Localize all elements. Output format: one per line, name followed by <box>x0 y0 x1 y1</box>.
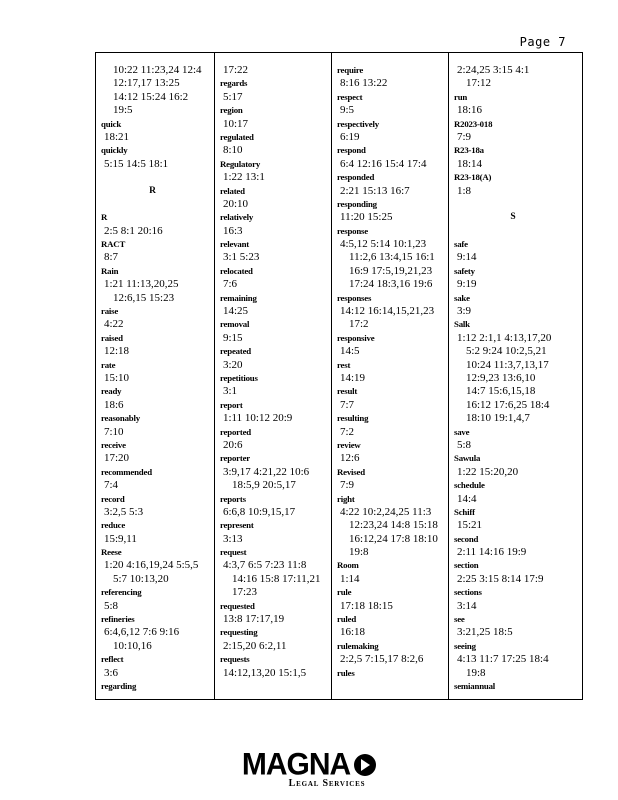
page-line-reference: 1:11 10:12 20:9 <box>223 412 293 425</box>
logo-wordmark: MAGNA <box>241 747 351 782</box>
index-term: recommended <box>101 466 152 477</box>
index-term: report <box>220 399 243 410</box>
index-term: raised <box>101 332 123 343</box>
index-term: safe <box>454 239 468 250</box>
index-term: review <box>337 439 361 450</box>
page-line-reference: 4:13 11:7 17:25 18:4 <box>457 653 549 666</box>
index-term: reported <box>220 426 251 437</box>
index-term: repeated <box>220 346 251 357</box>
index-term: seeing <box>454 640 476 651</box>
page-line-reference: 2:2,5 7:15,17 8:2,6 <box>340 653 424 666</box>
page-line-reference: 7:6 <box>223 278 238 291</box>
page-line-reference: 6:19 <box>340 130 360 143</box>
page-line-reference: 4:22 10:2,24,25 11:3 <box>340 505 432 518</box>
index-term: rules <box>337 667 355 678</box>
index-term: relevant <box>220 239 250 250</box>
index-term: run <box>454 91 468 102</box>
index-term: responded <box>337 172 375 183</box>
page-line-reference: 14:4 <box>457 492 477 505</box>
index-term: Salk <box>454 319 470 330</box>
index-term: removal <box>220 319 250 330</box>
index-term: second <box>454 533 479 544</box>
page-line-reference: 19:8 <box>349 546 369 559</box>
index-term: semiannual <box>454 680 496 691</box>
page-line-reference: 14:12 16:14,15,21,23 <box>340 305 435 318</box>
page-line-reference: 5:2 9:24 10:2,5,21 <box>466 345 547 358</box>
page-line-reference: 17:20 <box>104 452 130 465</box>
page-line-reference: 5:17 <box>223 90 243 103</box>
index-term: quick <box>101 118 122 129</box>
page-line-reference: 12:6 <box>340 452 360 465</box>
page-line-reference: 5:7 10:13,20 <box>113 572 169 585</box>
index-term: Revised <box>337 466 365 477</box>
section-letter: R <box>149 185 156 196</box>
index-term: save <box>454 426 470 437</box>
index-term: response <box>337 225 368 236</box>
page-line-reference: 14:5 <box>340 345 360 358</box>
index-term: reports <box>220 493 246 504</box>
page-line-reference: 12:18 <box>104 345 130 358</box>
index-term: resulting <box>337 413 369 424</box>
page-line-reference: 6:4 12:16 15:4 17:4 <box>340 157 427 170</box>
index-term: refineries <box>101 614 135 625</box>
page-line-reference: 3:6 <box>104 666 119 679</box>
page-line-reference: 4:22 <box>104 318 124 331</box>
index-term: regards <box>220 78 248 89</box>
index-term: receive <box>101 439 126 450</box>
page-line-reference: 4:3,7 6:5 7:23 11:8 <box>223 559 307 572</box>
index-term: raise <box>101 306 119 317</box>
magna-logo <box>0 748 618 789</box>
page-line-reference: 8:7 <box>104 251 119 264</box>
page-line-reference: 8:10 <box>223 144 243 157</box>
index-term: regulated <box>220 131 254 142</box>
page-line-reference: 7:10 <box>104 425 124 438</box>
page-line-reference: 1:14 <box>340 572 360 585</box>
index-column-3 <box>331 53 448 699</box>
page-line-reference: 3:21,25 18:5 <box>457 626 513 639</box>
page-line-reference: 18:5,9 20:5,17 <box>232 479 296 492</box>
index-frame <box>95 52 583 700</box>
index-term: Rain <box>101 265 119 276</box>
index-term: see <box>454 614 465 625</box>
index-term: ruled <box>337 614 357 625</box>
index-term: schedule <box>454 480 485 491</box>
page-line-reference: 5:8 <box>457 438 472 451</box>
page-line-reference: 1:8 <box>457 184 472 197</box>
index-term: result <box>337 386 358 397</box>
index-term: responsive <box>337 332 375 343</box>
page-line-reference: 20:6 <box>223 438 243 451</box>
page-line-reference: 1:21 11:13,20,25 <box>104 278 179 291</box>
page-line-reference: 7:2 <box>340 425 355 438</box>
page-line-reference: 7:7 <box>340 398 355 411</box>
index-term: safety <box>454 265 475 276</box>
index-term: relocated <box>220 265 253 276</box>
spacer <box>101 171 214 184</box>
page-line-reference: 3:1 5:23 <box>223 251 260 264</box>
index-term: requests <box>220 654 250 665</box>
page-line-reference: 14:12 15:24 16:2 <box>113 90 189 103</box>
index-term: referencing <box>101 587 142 598</box>
index-term: remaining <box>220 292 257 303</box>
page-line-reference: 5:15 14:5 18:1 <box>104 157 169 170</box>
page-line-reference: 3:14 <box>457 599 477 612</box>
index-term: Sawula <box>454 453 481 464</box>
page-line-reference: 12:9,23 13:6,10 <box>466 371 536 384</box>
index-term: related <box>220 185 245 196</box>
page-line-reference: 17:12 <box>466 77 492 90</box>
page-line-reference: 2:24,25 3:15 4:1 <box>457 64 530 76</box>
page-line-reference: 13:8 17:17,19 <box>223 613 285 626</box>
index-term: region <box>220 105 243 116</box>
index-term: represent <box>220 520 254 531</box>
page-line-reference: 15:10 <box>104 371 130 384</box>
page-line-reference: 3:9 <box>457 305 472 318</box>
page-line-reference: 16:9 17:5,19,21,23 <box>349 264 433 277</box>
page-number: Page 7 <box>519 35 566 49</box>
section-letter: S <box>510 212 516 223</box>
page-line-reference: 8:16 13:22 <box>340 77 388 90</box>
page-line-reference: 1:22 15:20,20 <box>457 465 519 478</box>
page-line-reference: 18:21 <box>104 130 130 143</box>
index-term: RACT <box>101 239 126 250</box>
index-term: respectively <box>337 118 379 129</box>
page-line-reference: 2:15,20 6:2,11 <box>223 639 287 652</box>
page-line-reference: 14:16 15:8 17:11,21 <box>232 572 321 585</box>
index-term: R23-18a <box>454 145 484 156</box>
page-line-reference: 1:22 13:1 <box>223 171 265 184</box>
page-line-reference: 3:13 <box>223 532 243 545</box>
index-term: reduce <box>101 520 126 531</box>
index-term: section <box>454 560 479 571</box>
index-term: requesting <box>220 627 258 638</box>
index-term: relatively <box>220 212 254 223</box>
index-term: Reese <box>101 547 122 558</box>
index-column-1 <box>96 53 214 699</box>
index-term: rest <box>337 359 351 370</box>
page-line-reference: 20:10 <box>223 197 249 210</box>
page-line-reference: 9:19 <box>457 278 477 291</box>
page-line-reference: 14:7 15:6,15,18 <box>466 385 536 398</box>
page-line-reference: 14:19 <box>340 371 366 384</box>
index-term: responding <box>337 198 377 209</box>
index-term: request <box>220 547 247 558</box>
page-line-reference: 7:4 <box>104 479 119 492</box>
page-line-reference: 7:9 <box>340 479 355 492</box>
index-term: quickly <box>101 145 128 156</box>
page-line-reference: 2:5 8:1 20:16 <box>104 224 163 237</box>
index-term: R2023-018 <box>454 118 493 129</box>
spacer <box>454 225 582 238</box>
index-column-2 <box>214 53 331 699</box>
page-line-reference: 17:22 <box>223 64 249 76</box>
page-line-reference: 15:21 <box>457 519 483 532</box>
index-term: respect <box>337 91 363 102</box>
page-line-reference: 18:10 19:1,4,7 <box>466 412 530 425</box>
page-line-reference: 17:23 <box>232 586 258 599</box>
page-line-reference: 2:25 3:15 8:14 17:9 <box>457 572 544 585</box>
page-line-reference: 6:4,6,12 7:6 9:16 <box>104 626 180 639</box>
page-line-reference: 3:9,17 4:21,22 10:6 <box>223 465 310 478</box>
page-line-reference: 2:21 15:13 16:7 <box>340 184 410 197</box>
index-term: respond <box>337 145 366 156</box>
index-term: requested <box>220 600 255 611</box>
page-line-reference: 1:12 2:1,1 4:13,17,20 <box>457 331 552 344</box>
page-line-reference: 16:12 17:6,25 18:4 <box>466 398 550 411</box>
page-line-reference: 19:5 <box>113 104 133 117</box>
page-line-reference: 16:3 <box>223 224 243 237</box>
page-line-reference: 12:23,24 14:8 15:18 <box>349 519 438 532</box>
index-term: record <box>101 493 125 504</box>
index-term: repetitious <box>220 372 258 383</box>
index-term: reporter <box>220 453 250 464</box>
page-line-reference: 12:6,15 15:23 <box>113 291 175 304</box>
index-term: responses <box>337 292 372 303</box>
spacer <box>101 198 214 211</box>
page-line-reference: 12:17,17 13:25 <box>113 77 180 90</box>
page-line-reference: 9:15 <box>223 331 243 344</box>
page-line-reference: 10:10,16 <box>113 639 152 652</box>
page-line-reference: 17:18 18:15 <box>340 599 393 612</box>
page-line-reference: 15:9,11 <box>104 532 137 545</box>
index-term: Schiff <box>454 506 475 517</box>
index-term: Regulatory <box>220 158 261 169</box>
index-column-4 <box>448 53 582 699</box>
page-line-reference: 9:14 <box>457 251 477 264</box>
index-term: reasonably <box>101 413 140 424</box>
index-term: R <box>101 212 108 223</box>
index-term: require <box>337 65 364 75</box>
page-line-reference: 18:14 <box>457 157 483 170</box>
page-line-reference: 9:5 <box>340 104 355 117</box>
page-line-reference: 18:6 <box>104 398 124 411</box>
page-line-reference: 16:18 <box>340 626 366 639</box>
page-line-reference: 17:2 <box>349 318 369 331</box>
page-line-reference: 7:9 <box>457 130 472 143</box>
page-line-reference: 10:24 11:3,7,13,17 <box>466 358 549 371</box>
page-line-reference: 14:25 <box>223 305 249 318</box>
page-line-reference: 17:24 18:3,16 19:6 <box>349 278 433 291</box>
index-term: right <box>337 493 355 504</box>
index-term: Room <box>337 560 359 571</box>
index-term: rulemaking <box>337 640 379 651</box>
page-line-reference: 2:11 14:16 19:9 <box>457 546 527 559</box>
index-term: sake <box>454 292 470 303</box>
page-line-reference: 3:20 <box>223 358 243 371</box>
page-line-reference: 18:16 <box>457 104 483 117</box>
page-line-reference: 10:22 11:23,24 12:4 <box>113 64 202 76</box>
page-line-reference: 3:1 <box>223 385 238 398</box>
page-line-reference: 5:8 <box>104 599 119 612</box>
index-term: ready <box>101 386 122 397</box>
page-line-reference: 4:5,12 5:14 10:1,23 <box>340 238 427 251</box>
page-line-reference: 16:12,24 17:8 18:10 <box>349 532 438 545</box>
index-term: R23-18(A) <box>454 172 492 183</box>
page-line-reference: 19:8 <box>466 666 486 679</box>
page-line-reference: 3:2,5 5:3 <box>104 505 144 518</box>
logo-tagline: Legal Services <box>288 778 366 789</box>
logo-arrow-icon <box>354 754 376 776</box>
page-line-reference: 10:17 <box>223 117 249 130</box>
page-line-reference: 14:12,13,20 15:1,5 <box>223 666 307 679</box>
index-term: sections <box>454 587 482 598</box>
page-line-reference: 1:20 4:16,19,24 5:5,5 <box>104 559 199 572</box>
index-term: regarding <box>101 680 137 691</box>
index-term: rule <box>337 587 352 598</box>
index-term: rate <box>101 359 116 370</box>
index-term: reflect <box>101 654 124 665</box>
spacer <box>454 198 582 211</box>
page-line-reference: 11:2,6 13:4,15 16:1 <box>349 251 435 264</box>
page-line-reference: 6:6,8 10:9,15,17 <box>223 505 296 518</box>
page-line-reference: 11:20 15:25 <box>340 211 393 224</box>
